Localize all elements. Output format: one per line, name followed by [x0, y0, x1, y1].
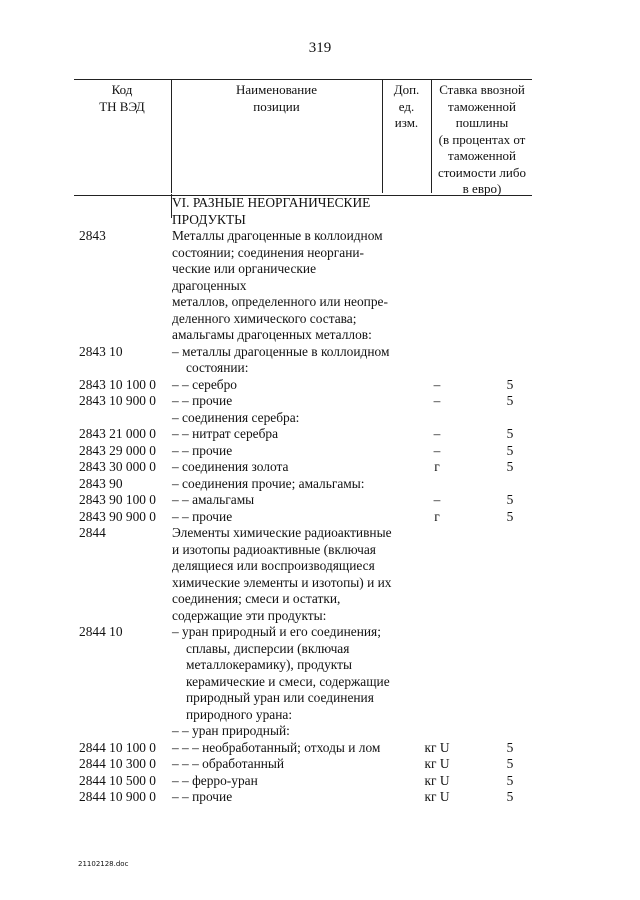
tnved-code — [79, 641, 172, 658]
tnved-code — [79, 410, 172, 427]
table-row — [79, 245, 539, 262]
duty-rate — [494, 360, 554, 377]
tnved-code: 2844 10 900 0 — [79, 789, 156, 804]
duty-rate — [494, 690, 554, 707]
duty-rate: 5 — [506, 492, 514, 507]
table-row — [79, 542, 539, 559]
tnved-code: 2844 10 — [79, 624, 123, 639]
tnved-code — [79, 690, 172, 707]
duty-rate — [494, 707, 554, 724]
table-row — [79, 360, 539, 377]
unit-of-measure: – — [433, 492, 441, 507]
duty-rate — [480, 311, 540, 328]
tnved-code — [79, 575, 172, 592]
duty-rate: 5 — [506, 393, 514, 408]
page-number: 319 — [308, 40, 332, 56]
header-rate-line: в евро) — [462, 181, 502, 196]
position-name: амальгамы драгоценных металлов: — [172, 327, 372, 342]
table-row — [79, 393, 539, 410]
position-name: металлокерамику), продукты — [186, 657, 352, 672]
duty-rate — [480, 624, 540, 641]
header-rate-line: стоимости либо — [437, 164, 526, 180]
tnved-code: 2843 90 100 0 — [79, 492, 156, 507]
position-name: деленного химического состава; — [172, 310, 357, 326]
table-row — [79, 311, 539, 328]
table-row — [79, 723, 539, 740]
duty-rate — [480, 261, 540, 294]
position-name: – – прочие — [172, 508, 233, 524]
duty-rate — [480, 327, 540, 344]
table-row — [79, 377, 539, 394]
position-name: химические элементы и изотопы) и их — [172, 574, 392, 590]
unit-of-measure — [416, 690, 486, 707]
table-row — [79, 476, 539, 493]
tnved-code — [79, 674, 172, 691]
tnved-code: 2844 — [79, 525, 106, 540]
tnved-code: 2843 29 000 0 — [79, 442, 156, 458]
tnved-code — [79, 360, 172, 377]
header-rate-line: Ставка ввозной — [439, 82, 525, 97]
position-name: – – – обработанный — [172, 756, 285, 771]
header-name-line: позиции — [253, 98, 300, 114]
tnved-code: 2844 10 500 0 — [79, 772, 156, 788]
duty-rate — [480, 525, 540, 542]
duty-rate: 5 — [506, 376, 514, 392]
position-name: Элементы химические радиоактивные — [172, 525, 392, 540]
position-name: керамические и смеси, содержащие — [186, 673, 390, 689]
table-row — [79, 591, 539, 608]
table-row — [79, 575, 539, 592]
duty-rate — [494, 657, 554, 674]
table-row — [79, 509, 539, 526]
unit-of-measure — [402, 525, 472, 542]
table-header — [74, 79, 532, 196]
duty-rate — [494, 674, 554, 691]
position-name: – соединения золота — [172, 459, 289, 474]
unit-of-measure: г — [434, 508, 440, 524]
position-name: – – прочие — [172, 789, 233, 804]
duty-rate — [480, 476, 540, 493]
position-name: и изотопы радиоактивные (включая — [172, 541, 376, 557]
position-name: ческие или органические драгоценных — [172, 261, 317, 293]
duty-rate — [494, 641, 554, 658]
duty-rate — [480, 575, 540, 592]
unit-of-measure: кг U — [424, 772, 450, 788]
duty-rate: 5 — [506, 739, 514, 755]
table-row — [79, 690, 539, 707]
duty-rate: 5 — [506, 459, 514, 474]
table-row — [79, 261, 539, 294]
duty-rate: 5 — [506, 508, 514, 524]
unit-of-measure — [416, 657, 486, 674]
position-name: металлов, определенного или неопре- — [172, 294, 388, 309]
duty-rate — [480, 723, 540, 740]
duty-rate: 5 — [506, 426, 514, 441]
position-name: VI. РАЗНЫЕ НЕОРГАНИЧЕСКИЕ — [172, 195, 371, 210]
table-row — [79, 459, 539, 476]
tnved-code: 2844 10 100 0 — [79, 739, 156, 755]
table-row — [79, 492, 539, 509]
table-row — [79, 641, 539, 658]
table-row — [79, 426, 539, 443]
header-code-line: ТН ВЭД — [99, 98, 145, 114]
unit-of-measure — [402, 624, 472, 641]
unit-of-measure — [416, 360, 486, 377]
tnved-code — [79, 542, 172, 559]
unit-of-measure: – — [433, 393, 441, 408]
position-name: – соединения прочие; амальгамы: — [172, 475, 365, 491]
tnved-code — [79, 723, 172, 740]
position-name: природного урана: — [186, 706, 293, 722]
unit-of-measure — [402, 542, 472, 559]
unit-of-measure: кг U — [424, 739, 450, 755]
table-row — [79, 525, 539, 542]
table-row — [79, 674, 539, 691]
duty-rate — [480, 410, 540, 427]
position-name: – – ферро-уран — [172, 772, 258, 788]
position-name: – – серебро — [172, 376, 237, 392]
header-code-line: Код — [111, 82, 133, 97]
tnved-code: 2843 10 100 0 — [79, 376, 156, 392]
position-name: состоянии: — [186, 360, 249, 375]
header-rate-line: пошлины — [455, 115, 509, 130]
position-name: содержащие эти продукты: — [172, 607, 327, 623]
unit-of-measure: г — [434, 459, 440, 474]
unit-of-measure — [402, 327, 472, 344]
unit-of-measure — [402, 294, 472, 311]
unit-of-measure: кг U — [424, 756, 450, 771]
unit-of-measure — [402, 212, 472, 229]
tnved-code — [79, 261, 172, 294]
table-row — [79, 789, 539, 806]
header-unit-line: ед. — [398, 98, 415, 114]
table-row — [79, 624, 539, 641]
duty-rate — [480, 542, 540, 559]
tnved-code — [79, 707, 172, 724]
duty-rate — [480, 212, 540, 229]
duty-rate — [480, 344, 540, 361]
unit-of-measure — [402, 195, 472, 212]
table-row — [79, 212, 539, 229]
tnved-code — [79, 294, 172, 311]
unit-of-measure — [402, 410, 472, 427]
unit-of-measure — [402, 344, 472, 361]
tnved-code — [79, 195, 172, 212]
unit-of-measure — [416, 674, 486, 691]
header-rate-line: таможенной — [448, 148, 516, 163]
position-name: Металлы драгоценные в коллоидном — [172, 228, 383, 243]
unit-of-measure — [416, 641, 486, 658]
duty-rate — [480, 558, 540, 575]
unit-of-measure — [402, 575, 472, 592]
table-row — [79, 443, 539, 460]
position-name: состоянии; соединения неоргани- — [172, 244, 364, 260]
header-name — [171, 80, 381, 193]
position-name: сплавы, дисперсии (включая — [186, 640, 350, 656]
position-name: – – прочие — [172, 442, 233, 458]
duty-rate — [480, 591, 540, 608]
unit-of-measure — [402, 261, 472, 294]
header-rate-line: таможенной — [448, 98, 516, 114]
duty-rate — [480, 294, 540, 311]
header-rate — [431, 80, 532, 196]
table-row — [79, 740, 539, 757]
position-name: делящиеся или воспроизводящиеся — [172, 558, 375, 573]
position-name: – – – необработанный; отходы и лом — [172, 739, 381, 755]
unit-of-measure: кг U — [424, 789, 450, 804]
tariff-table-body — [79, 195, 539, 806]
tnved-code: 2844 10 300 0 — [79, 756, 156, 771]
header-rate-line: (в процентах от — [438, 131, 526, 147]
header-unit-line: Доп. — [393, 82, 420, 97]
unit-of-measure — [416, 707, 486, 724]
tnved-code: 2843 — [79, 228, 106, 243]
table-row — [79, 756, 539, 773]
table-row — [79, 657, 539, 674]
tnved-code: 2843 10 900 0 — [79, 393, 156, 408]
table-row — [79, 558, 539, 575]
tnved-code — [79, 657, 172, 674]
duty-rate — [480, 195, 540, 212]
unit-of-measure — [402, 558, 472, 575]
position-name: – – прочие — [172, 393, 233, 408]
duty-rate — [480, 245, 540, 262]
position-name: – – амальгамы — [172, 492, 255, 507]
header-code — [74, 82, 170, 115]
unit-of-measure: – — [433, 442, 441, 458]
footer-filename: 21102128.doc — [78, 860, 129, 868]
table-row — [79, 228, 539, 245]
tnved-code — [79, 212, 172, 229]
position-name: – соединения серебра: — [172, 409, 300, 425]
duty-rate — [480, 608, 540, 625]
position-name: – металлы драгоценные в коллоидном — [172, 343, 390, 359]
tnved-code — [79, 327, 172, 344]
position-name: – – уран природный: — [172, 723, 290, 738]
unit-of-measure — [402, 228, 472, 245]
tnved-code — [79, 245, 172, 262]
tnved-code: 2843 10 — [79, 343, 123, 359]
unit-of-measure: – — [433, 376, 441, 392]
tnved-code — [79, 591, 172, 608]
position-name: природный уран или соединения — [186, 690, 374, 705]
tnved-code: 2843 90 — [79, 475, 123, 491]
table-row — [79, 707, 539, 724]
header-name-line: Наименование — [236, 82, 317, 97]
unit-of-measure — [402, 245, 472, 262]
position-name: ПРОДУКТЫ — [172, 211, 246, 227]
table-row — [79, 410, 539, 427]
unit-of-measure — [402, 311, 472, 328]
table-row — [79, 344, 539, 361]
table-row — [79, 608, 539, 625]
duty-rate: 5 — [506, 442, 514, 458]
position-name: – уран природный и его соединения; — [172, 624, 381, 639]
duty-rate — [480, 228, 540, 245]
table-row — [79, 195, 539, 212]
tnved-code — [79, 608, 172, 625]
tnved-code — [79, 558, 172, 575]
unit-of-measure: – — [433, 426, 441, 441]
tnved-code: 2843 30 000 0 — [79, 459, 156, 474]
table-row — [79, 294, 539, 311]
unit-of-measure — [402, 591, 472, 608]
tnved-code: 2843 21 000 0 — [79, 426, 156, 441]
table-row — [79, 773, 539, 790]
duty-rate: 5 — [506, 789, 514, 804]
unit-of-measure — [402, 723, 472, 740]
duty-rate: 5 — [506, 756, 514, 771]
unit-of-measure — [402, 608, 472, 625]
unit-of-measure — [402, 476, 472, 493]
header-unit — [382, 80, 430, 193]
position-name: соединения; смеси и остатки, — [172, 591, 341, 606]
tnved-code — [79, 311, 172, 328]
table-row — [79, 327, 539, 344]
header-unit-line: изм. — [394, 115, 419, 130]
tnved-code: 2843 90 900 0 — [79, 508, 156, 524]
duty-rate: 5 — [506, 772, 514, 788]
position-name: – – нитрат серебра — [172, 426, 279, 441]
